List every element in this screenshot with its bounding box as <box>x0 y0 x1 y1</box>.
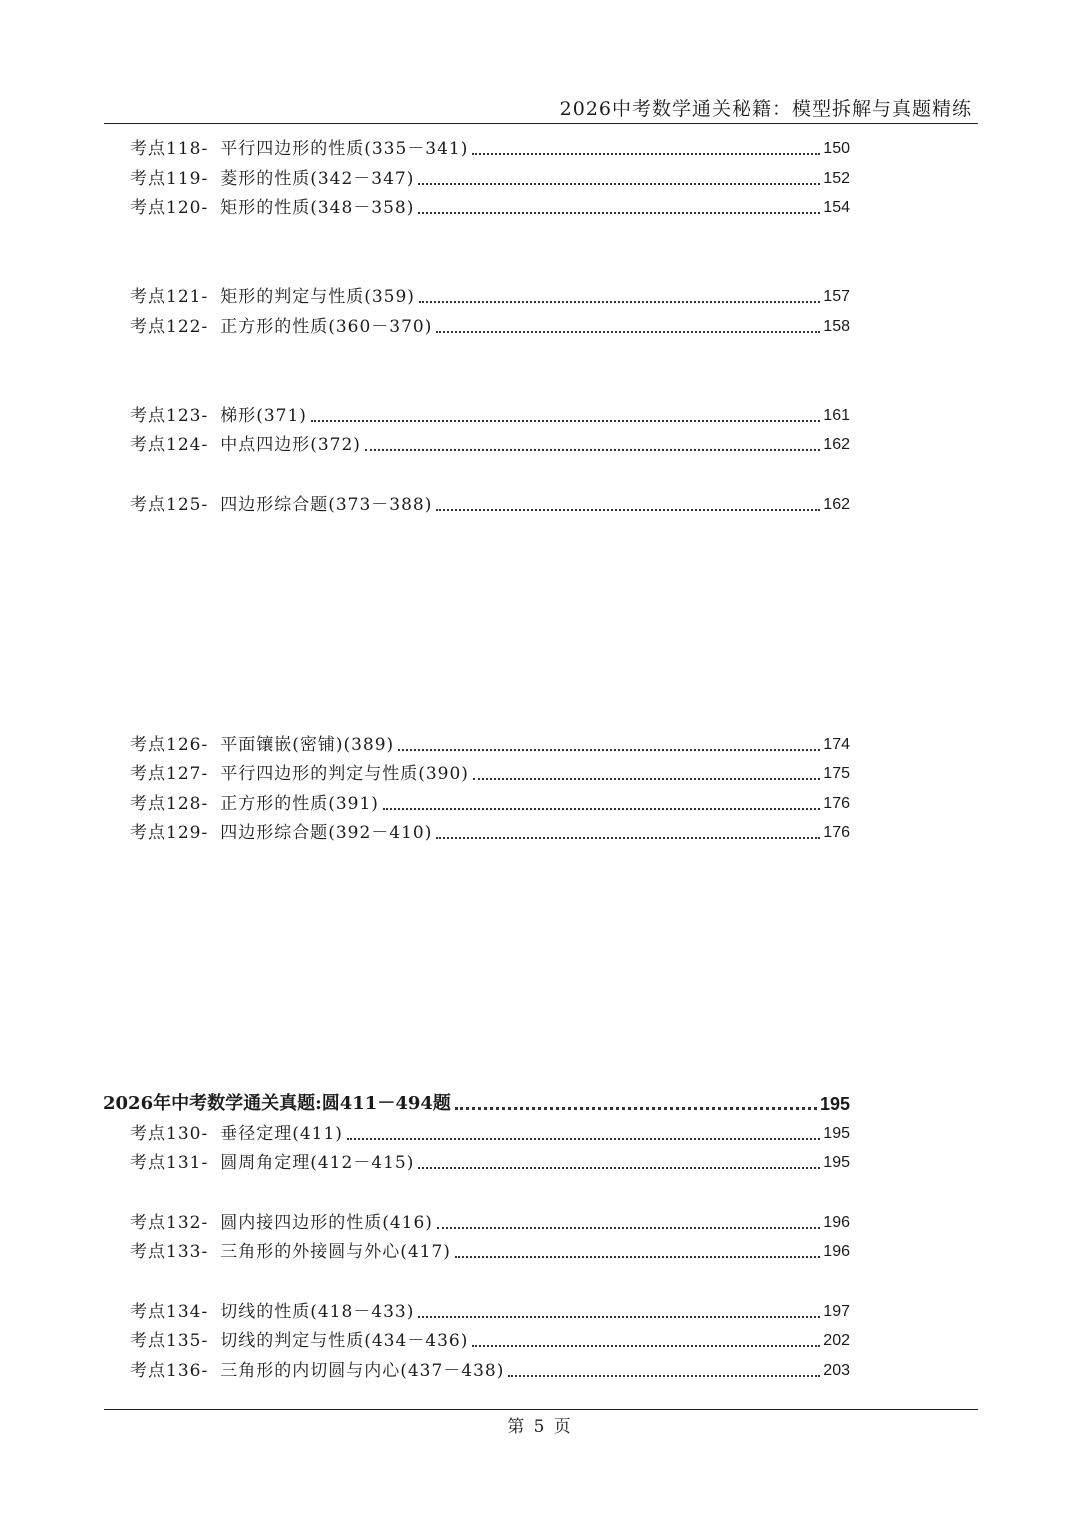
toc-page-number: 195 <box>823 1154 850 1171</box>
toc-page-number: 195 <box>819 1094 850 1114</box>
toc-code: 考点124- <box>130 435 209 455</box>
toc-page-number: 176 <box>823 824 850 841</box>
toc-page-number: 202 <box>823 1332 850 1349</box>
toc-title: 平面镶嵌(密铺)(389) <box>220 735 395 755</box>
footer-page-number: 第 5 页 <box>507 1417 573 1437</box>
toc-code: 考点122- <box>130 317 209 337</box>
toc-code: 考点136- <box>130 1361 209 1381</box>
toc-chapter-entry[interactable] <box>103 1091 850 1117</box>
toc-title: 正方形的性质(360－370) <box>220 317 433 337</box>
toc-title: 圆周角定理(412－415) <box>220 1153 415 1173</box>
toc-entry[interactable] <box>130 284 850 310</box>
toc-entry[interactable] <box>130 136 850 162</box>
toc-entry[interactable] <box>130 1328 850 1354</box>
dot-leader <box>398 749 820 751</box>
toc-title: 切线的性质(418－433) <box>220 1302 415 1322</box>
toc-code: 考点133- <box>130 1242 209 1262</box>
toc-entry[interactable] <box>130 1358 850 1384</box>
toc-entry[interactable] <box>130 492 850 518</box>
dot-leader <box>418 1316 820 1318</box>
footer-rule <box>104 1409 978 1410</box>
dot-leader <box>365 449 820 451</box>
toc-code: 考点129- <box>130 823 209 843</box>
toc-page-number: 162 <box>823 496 850 513</box>
toc-entry[interactable] <box>130 314 850 340</box>
toc-code: 考点120- <box>130 198 209 218</box>
toc-page-number: 195 <box>823 1125 850 1142</box>
toc-code: 考点119- <box>130 169 209 189</box>
dot-leader <box>472 1345 820 1347</box>
toc-title: 平行四边形的判定与性质(390) <box>220 764 469 784</box>
toc-entry[interactable] <box>130 820 850 846</box>
toc-code: 考点126- <box>130 735 209 755</box>
toc-entry[interactable] <box>130 195 850 221</box>
dot-leader <box>473 778 820 780</box>
dot-leader <box>311 420 820 422</box>
toc-page-number: 161 <box>823 407 850 424</box>
toc-entry[interactable] <box>130 1239 850 1265</box>
toc-title: 四边形综合题(373－388) <box>220 495 433 515</box>
dot-leader <box>418 1167 820 1169</box>
toc-page-number: 158 <box>823 318 850 335</box>
toc-title: 三角形的外接圆与外心(417) <box>220 1242 451 1262</box>
toc-entry[interactable] <box>130 166 850 192</box>
toc-title: 圆内接四边形的性质(416) <box>220 1213 433 1233</box>
toc-entry[interactable] <box>130 761 850 787</box>
toc-entry[interactable] <box>130 791 850 817</box>
toc-page-number: 174 <box>823 736 850 753</box>
dot-leader <box>472 153 820 155</box>
toc-title: 梯形(371) <box>220 406 307 426</box>
toc-title: 四边形综合题(392－410) <box>220 823 433 843</box>
toc-entry[interactable] <box>130 1121 850 1147</box>
toc-page-number: 157 <box>823 288 850 305</box>
dot-leader <box>455 1256 820 1258</box>
toc-title: 矩形的性质(348－358) <box>220 198 415 218</box>
toc-code: 考点123- <box>130 406 209 426</box>
toc-title: 平行四边形的性质(335－341) <box>220 139 469 159</box>
toc-page-number: 196 <box>823 1214 850 1231</box>
header-rule <box>104 123 978 124</box>
dot-leader <box>418 183 820 185</box>
dot-leader <box>436 837 820 839</box>
toc-page-number: 162 <box>823 436 850 453</box>
toc-code: 考点128- <box>130 794 209 814</box>
toc-title: 中点四边形(372) <box>220 435 361 455</box>
toc-title: 菱形的性质(342－347) <box>220 169 415 189</box>
dot-leader <box>419 301 820 303</box>
toc-title: 切线的判定与性质(434－436) <box>220 1331 469 1351</box>
dot-leader <box>436 331 820 333</box>
toc-entry[interactable] <box>130 1150 850 1176</box>
toc-page-number: 196 <box>823 1243 850 1260</box>
dot-leader <box>347 1138 820 1140</box>
toc-entry[interactable] <box>130 732 850 758</box>
toc-entry[interactable] <box>130 1210 850 1236</box>
toc-title: 正方形的性质(391) <box>220 794 379 814</box>
dot-leader <box>383 808 820 810</box>
toc-entry[interactable] <box>130 432 850 458</box>
toc-code: 考点118- <box>130 139 209 159</box>
toc-title: 垂径定理(411) <box>220 1124 343 1144</box>
toc-page-number: 154 <box>823 199 850 216</box>
toc-entry[interactable] <box>130 403 850 429</box>
toc-page-number: 203 <box>823 1362 850 1379</box>
toc-page-number: 197 <box>823 1303 850 1320</box>
toc-title: 矩形的判定与性质(359) <box>220 287 415 307</box>
running-header-title: 2026中考数学通关秘籍：模型拆解与真题精练 <box>559 98 972 120</box>
toc-code: 考点127- <box>130 764 209 784</box>
toc-code: 考点132- <box>130 1213 209 1233</box>
toc-page-number: 176 <box>823 795 850 812</box>
toc-code: 考点130- <box>130 1124 209 1144</box>
toc-code: 考点134- <box>130 1302 209 1322</box>
toc-page-number: 150 <box>823 140 850 157</box>
dot-leader <box>508 1375 820 1377</box>
dot-leader <box>455 1107 817 1110</box>
toc-code: 考点125- <box>130 495 209 515</box>
toc-chapter-title: 2026年中考数学通关真题:圆411－494题 <box>103 1093 451 1114</box>
toc-code: 考点135- <box>130 1331 209 1351</box>
toc-code: 考点131- <box>130 1153 209 1173</box>
dot-leader <box>437 1227 820 1229</box>
dot-leader <box>436 509 820 511</box>
toc-code: 考点121- <box>130 287 209 307</box>
toc-page-number: 152 <box>823 170 850 187</box>
toc-page-number: 175 <box>823 765 850 782</box>
toc-title: 三角形的内切圆与内心(437－438) <box>220 1361 505 1381</box>
toc-entry[interactable] <box>130 1299 850 1325</box>
dot-leader <box>418 212 820 214</box>
